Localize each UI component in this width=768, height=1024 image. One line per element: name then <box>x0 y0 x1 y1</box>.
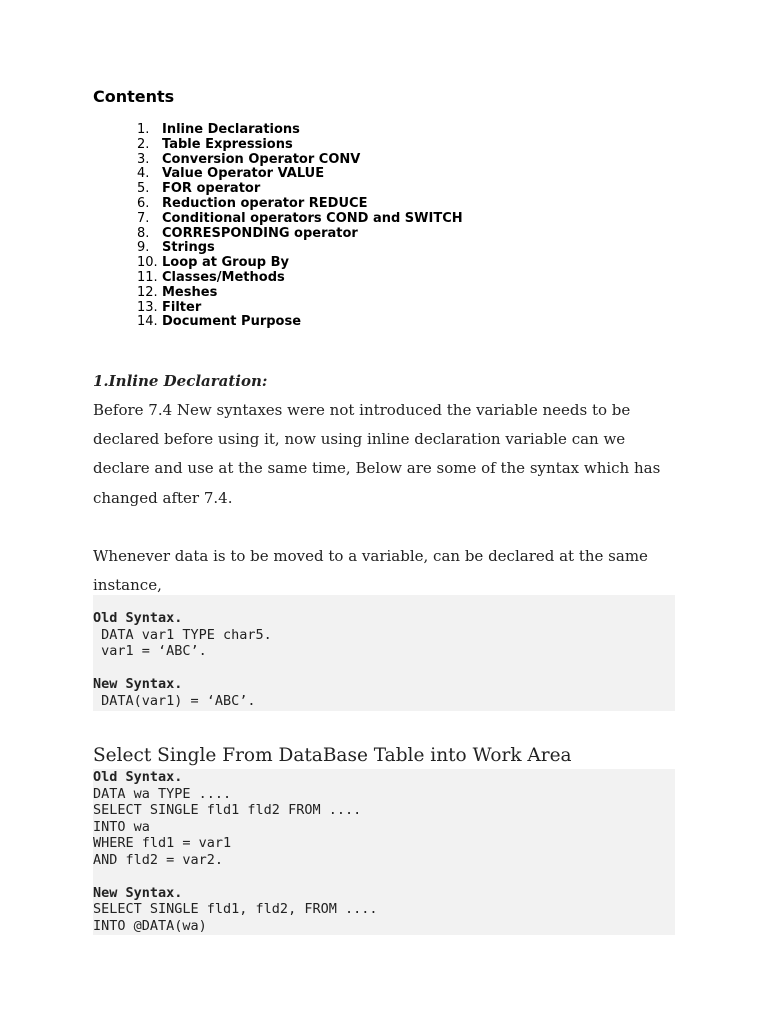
code-line: var1 = ‘ABC’. <box>93 643 207 659</box>
toc-item-number: 12. <box>137 284 158 300</box>
toc-item <box>137 256 463 271</box>
toc-item <box>137 315 463 330</box>
toc-item <box>137 212 463 227</box>
toc-item-number: 11. <box>137 269 158 285</box>
toc-item-label: FOR operator <box>162 181 261 197</box>
toc-item <box>137 123 463 138</box>
old-syntax-label: Old Syntax. <box>93 610 183 626</box>
toc-item-number: 13. <box>137 299 158 315</box>
toc-item-label: Reduction operator REDUCE <box>162 195 368 211</box>
toc-item-number: 2. <box>137 136 150 152</box>
toc-item-number: 10. <box>137 255 158 271</box>
toc-item-label: Filter <box>162 299 202 315</box>
old-syntax-label: Old Syntax. <box>93 769 183 785</box>
toc-item <box>137 197 463 212</box>
toc-item <box>137 138 463 153</box>
new-syntax-label: New Syntax. <box>93 884 183 901</box>
code-line: DATA(var1) = ‘ABC’. <box>93 692 256 709</box>
toc-item-label: Inline Declarations <box>162 122 300 137</box>
toc-item-number: 4. <box>137 166 150 182</box>
toc-item <box>137 182 463 197</box>
inline-declaration-code-block <box>93 595 675 711</box>
toc-item-number: 6. <box>137 195 150 211</box>
table-of-contents <box>137 123 463 330</box>
toc-item <box>137 241 463 256</box>
contents-heading: Contents <box>93 87 175 106</box>
code-line: INTO wa <box>93 818 150 835</box>
toc-item <box>137 286 463 301</box>
code-line: DATA var1 TYPE char5. <box>93 626 272 643</box>
code-line: INTO @DATA(wa) <box>93 917 207 934</box>
toc-item-number: 7. <box>137 210 150 226</box>
toc-item-number: 5. <box>137 181 150 197</box>
code-line: AND fld2 = var2. <box>93 851 224 868</box>
toc-item-number: 1. <box>137 122 150 137</box>
intro-paragraph: Before 7.4 New syntaxes were not introduced the variable needs to be declared before using it, now using inline declaration variable can we declare and use at the same time, Below are some of the syntax which has changed after 7.4. <box>93 401 661 507</box>
toc-item-label: Conditional operators COND and SWITCH <box>162 210 463 226</box>
toc-item-label: Value Operator VALUE <box>162 166 325 182</box>
toc-item-label: Classes/Methods <box>162 269 285 285</box>
code-blank-line <box>93 660 675 677</box>
toc-item-number: 3. <box>137 151 150 167</box>
toc-item <box>137 227 463 242</box>
toc-item <box>137 153 463 168</box>
toc-item-label: CORRESPONDING operator <box>162 225 358 241</box>
section-title: 1.Inline Declaration: <box>93 372 268 390</box>
select-single-code-block <box>93 769 675 935</box>
toc-item-number: 9. <box>137 240 150 256</box>
data-move-paragraph: Whenever data is to be moved to a variable, can be declared at the same instance, <box>93 547 648 595</box>
new-syntax-label: New Syntax. <box>93 676 183 692</box>
toc-item <box>137 301 463 316</box>
code-line: SELECT SINGLE fld1 fld2 FROM .... <box>93 802 362 818</box>
toc-item-label: Strings <box>162 240 215 256</box>
select-single-heading: Select Single From DataBase Table into Work Area <box>93 745 572 766</box>
toc-item-number: 14. <box>137 314 158 330</box>
toc-item-label: Meshes <box>162 284 218 300</box>
toc-item-number: 8. <box>137 225 150 241</box>
code-line: DATA wa TYPE .... <box>93 785 232 802</box>
toc-item <box>137 271 463 286</box>
code-line: WHERE fld1 = var1 <box>93 835 232 851</box>
toc-item-label: Document Purpose <box>162 314 302 330</box>
toc-item-label: Loop at Group By <box>162 255 289 271</box>
toc-item-label: Conversion Operator CONV <box>162 151 361 167</box>
toc-item-label: Table Expressions <box>162 136 293 152</box>
code-blank-line <box>93 868 675 885</box>
code-line: SELECT SINGLE fld1, fld2, FROM .... <box>93 901 378 917</box>
toc-item <box>137 167 463 182</box>
